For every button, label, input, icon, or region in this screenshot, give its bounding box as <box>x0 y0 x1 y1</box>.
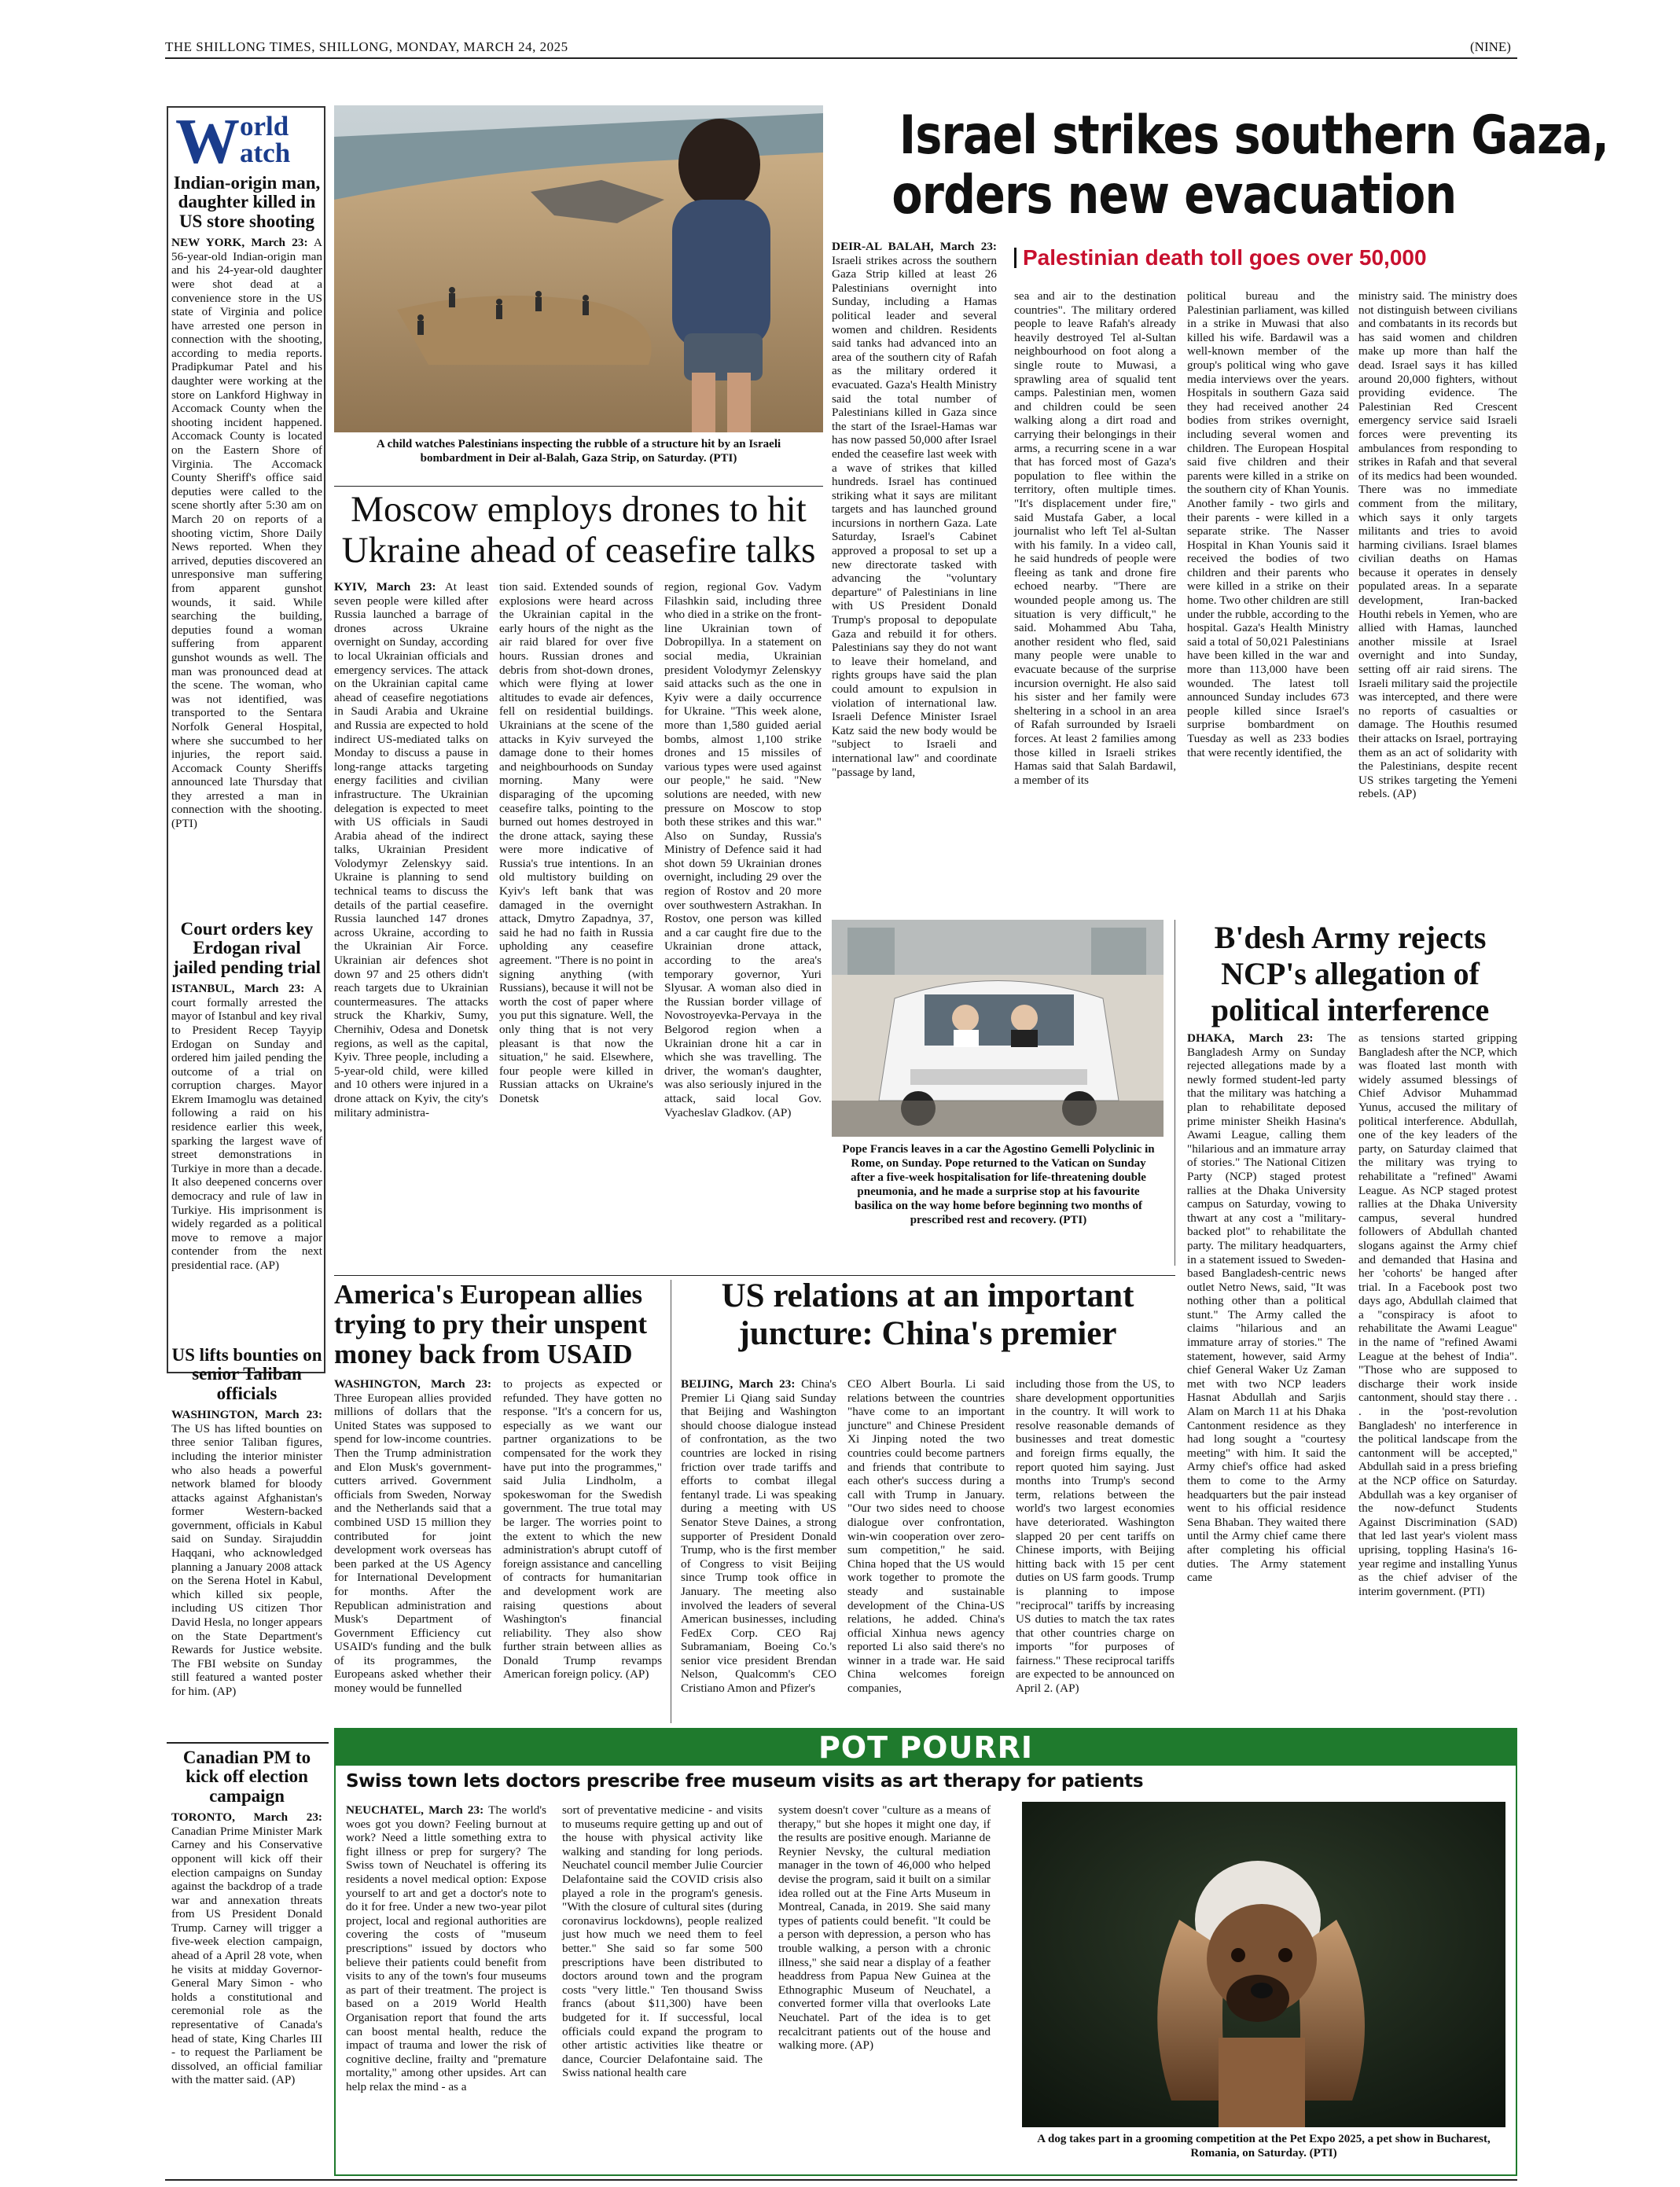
ww-story-1 <box>171 174 322 831</box>
potpourri-banner <box>336 1729 1516 1766</box>
pope-photo <box>832 920 1164 1137</box>
world-watch-logo-atch: atch <box>240 138 291 168</box>
ww-story-2 <box>171 920 322 1273</box>
usaid-dateline: WASHINGTON, March 23: <box>334 1377 491 1391</box>
ww-story-4 <box>171 1748 322 2087</box>
world-watch-logo-w: W <box>175 105 240 177</box>
usaid-top-rule <box>334 1275 1175 1276</box>
potpourri-col-3: system doesn't cover "culture as a means of therapy," but she hopes it might one day, if the results are positive enough. Marianne de Reynier Nevsky, the cultural mediation manager in the town of 46,000 who helped devise the program, said it built on a similar idea rolled out at the Fine Arts Museum in Montreal, Canada, in 2019. She said many types of patients could benefit. "It could be a person with depression, a person who has trouble walking, a person with a chronic illness," she said near a display of a feather headdress from Papua New Guinea at the Ethnographic Museum of Neuchatel, a converted former villa that overlooks Late Neuchatel. Part of the idea is to get recalcitrant patients out of the house and walking more. (AP) <box>778 1803 991 2053</box>
moscow-col-3: region, regional Gov. Vadym Filashkin said, including three who died in a strike on the front-line Ukrainian town of Dobropillya. In a statement on social media, Ukrainian president Volodymyr Zelenskyy said attacks such as the one in Kyiv were a daily occurrence for Ukraine. "This week alone, more than 1,580 guided aerial bombs, almost 1,100 strike drones and 15 missiles of various types were used against our people," he said. "New solutions are needed, with new pressure on Moscow to stop both these strikes and this war." Also on Sunday, Russia's Ministry of Defence said it had shot down 59 Ukrainian drones overnight, including 29 over the region of Rostov and 20 more over southwestern Astrakhan. In Rostov, one person was killed and a car caught fire due to the Ukrainian drone attack, according to the area's temporary governor, Yuri Slyusar. A woman also died in the Russian border village of Novostroyevka-Pervaya in the Belgorod region when a Ukrainian drone hit a car in which she was travelling. The driver, the woman's daughter, was also seriously injured in the attack, said local Gov. Vyacheslav Gladkov. (AP) <box>664 580 822 1119</box>
china-col-2: CEO Albert Bourla. Li said relations between the countries "have come to an important juncture" and Chinese President Xi Jinping noted the two countries could become partners and friends that contribute to each other's success during a call with Trump in January. "Our two sides need to choose dialogue over confrontation, win-win cooperation over zero-sum competition," he said. China hoped that the US would work together to promote the steady and sustainable development of the China-US relations, he added. China's official Xinhua news agency reported Li also said there's no winner in a trade war. He said China welcomes foreign companies, <box>847 1377 1005 1696</box>
potpourri-headline: Swiss town lets doctors prescribe free museum visits as art therapy for patients <box>346 1771 1144 1792</box>
bdesh-col-2: as tensions started gripping Bangladesh after the NCP, which was floated last month with widely assumed blessings of Chief Advisor Muhammad Yunus, accused the military of political interference. Abdullah, one of the key leaders of the party, on Saturday claimed that the military was trying to rehabilitate a "refined" Awami League. As NCP staged protest rallies at the Dhaka University campus, several hundred followers of Abdullah chanted slogans against the Army chief and demanded that Hasina and her 'cohorts' be hanged after trial. In a Facebook post two days ago, Abdullah claimed that a "conspiracy is afoot to rehabilitate the Awami League" in the name of "refined Awami League at the behest of India". "Those who are supposed to discharge their work inside cantonment, should stay there . . . in the 'post-revolution Bangladesh' no interference in the political landscape from the cantonment will be accepted," Abdullah said in a press briefing at the NCP office on Saturday. Abdullah was a key organiser of the now-defunct Students Against Discrimination (SAD) that led last year's violent mass uprising, toppling Hasina's 16-year regime and installing Yunus as the chief adviser of the interim government. (PTI) <box>1358 1031 1517 1598</box>
page-number: (NINE) <box>1470 39 1511 54</box>
ww-body-1: A 56-year-old Indian-origin man and his 24-year-old daughter were shot dead at a convenience store in the US state of Virginia and police have arrested one person in connection with the shooting, according to media reports. Pradipkumar Patel and his daughter were working at the store on Lankford Highway in Accomack County when the shooting incident happened. Accomack County is located on the Eastern Shore of Virginia. The Accomack County Sheriff's office said deputies were called to the scene shortly after 5:30 am on March 20 on reports of a shooting victim, Shore Daily News reported. When they arrived, deputies discovered an unresponsive man suffering from apparent gunshot wounds, it said. While searching the building, deputies found a woman suffering from apparent gunshot wounds as well. The man was pronounced dead at the scene. The woman, who was not identified, was transported to the Sentara Norfolk General Hospital, where she succumbed to her injuries, the report said. Accomack County Sheriffs announced late Thursday that they arrested a man in connection with the shooting. (PTI) <box>171 236 322 831</box>
ww-story-3 <box>171 1346 322 1699</box>
gaza-col-1 <box>832 240 997 779</box>
gaza-col-4: ministry said. The ministry does not distinguish between civilians and combatants in its records but has said women and children make up more than half the dead. Israel says it has killed around 20,000 fighters, without providing evidence. The Palestinian Red Crescent emergency service said Israeli forces were preventing its ambulances from responding to strikes in Rafah and that several of its medics had been wounded. There was no immediate comment from the military, which says it only targets militants and tries to avoid harming civilians. Israel blames civilian deaths on Hamas because it operates in densely populated areas. In a separate development, Iran-backed Houthi rebels in Yemen, who are allied with Hamas, launched another missile at Israel overnight and into Sunday, setting off air raid sirens. The Israeli military said the projectile was intercepted, and there were no reports of casualties or damage. The Houthis resumed their attacks on Israel, portraying them as an act of solidarity with the Palestinians, despite recent US strikes targeting the Yemeni rebels. (AP) <box>1358 289 1517 801</box>
usaid-col-1 <box>334 1377 491 1696</box>
dog-photo-caption: A dog takes part in a grooming competition at the Pet Expo 2025, a pet show in Bucharest, Romania, on Saturday. (PTI) <box>1037 2133 1491 2159</box>
pope-photo-caption: Pope Francis leaves in a car the Agostino Gemelli Polyclinic in Rome, on Sunday. Pope returned to the Vatican on Sunday after a five-week hospitalisation for life-threatening double pneumonia, and he made a surprise stop at his favourite basilica on the way home before beginning two months of prescribed rest and recovery. (PTI) <box>842 1143 1155 1226</box>
ww-dateline-3: WASHINGTON, March 23: <box>171 1408 322 1422</box>
gaza-subhead-text: Palestinian death toll goes over 50,000 <box>1023 245 1427 270</box>
usaid-col-2: to projects as expected or refunded. They have gotten no response. "It's a concern for us, especially as we want our partner organizations to be compensated for the work they have put into the programmes," said Julia Lindholm, a spokeswoman for the Swedish government. The true total may be larger. The worries point to the extent to which the new administration's abrupt cutoff of foreign assistance and cancelling of contracts for humanitarian and development work are raising questions about Washington's financial reliability. They also show further strain between allies as Donald Trump revamps American foreign policy. (AP) <box>503 1377 662 1682</box>
bdesh-headline: B'desh Army rejects NCP's allegation of political interference <box>1211 920 1490 1027</box>
moscow-top-rule <box>334 486 823 487</box>
ww-body-3: The US has lifted bounties on three senior Taliban figures, including the interior minister who also heads a powerful network blamed for bloody attacks against Afghanistan's former Western-backed government, officials in Kabul said on Sunday. Sirajuddin Haqqani, who acknowledged planning a January 2008 attack on the Serena Hotel in Kabul, which killed six people, including US citizen Thor David Hesla, no longer appears on the State Department's Rewards for Justice website. The FBI website on Sunday still featured a wanted poster for him. (AP) <box>171 1421 322 1698</box>
china-headline: US relations at an important juncture: China's premier <box>721 1277 1134 1352</box>
potpourri-dateline: NEUCHATEL, March 23: <box>346 1803 484 1817</box>
dog-photo <box>1022 1802 1505 2127</box>
ww-divider <box>167 1742 329 1744</box>
china-col-1 <box>681 1377 836 1696</box>
moscow-headline: Moscow employs drones to hit Ukraine ahead of ceasefire talks <box>341 489 816 571</box>
gaza-text-1: Israeli strikes across the southern Gaza Strip killed at least 26 Palestinians overnight into Sunday, including a Hamas political leader and several women and children. Residents said tanks had advanced into an area of the southern city of Rafah as the military ordered it evacuated. Gaza's Health Ministry said the total number of Palestinians killed in Gaza since the start of the Israel-Hamas war has now passed 50,000 after Israel ended the ceasefire last week with a wave of strikes that killed hundreds. Israel has continued striking what it says are militant targets and has launched ground incursions in northern Gaza. Late Saturday, Israel's Cabinet approved a proposal to set up a new directorate tasked with advancing the "voluntary departure" of Palestinians in line with US President Donald Trump's proposal to depopulate Gaza and rebuild it for others. Palestinians say they do not want to leave their homeland, and rights groups have said the plan could amount to expulsion in violation of international law. Israeli Defence Minister Israel Katz said the new body would be "subject to Israeli and international law" and coordinate "passage by land, <box>832 253 997 779</box>
gaza-headline-line-1: Israel strikes southern Gaza, <box>899 105 1609 167</box>
ww-headline-4: Canadian PM to kick off election campaign <box>182 1748 311 1806</box>
masthead-left: THE SHILLONG TIMES, SHILLONG, MONDAY, MARCH 24, 2025 <box>165 39 568 54</box>
ww-headline-1: Indian-origin man, daughter killed in US store shooting <box>173 173 321 231</box>
usaid-text-1: Three European allies provided millions of dollars that the United States was supposed to spend for low-income countries. Then the Trump administration and Elon Musk's government-cutters arrived. Government officials from Sweden, Norway and the Netherlands said that a combined USD 15 million they contributed for joint development work overseas has been parked at the US Agency for International Development for months. After the Republican administration and Musk's Department of Government Efficiency cut USAID's funding and the bulk of its programmes, the Europeans asked whether their money would be funnelled <box>334 1391 491 1696</box>
ww-dateline-2: ISTANBUL, March 23: <box>171 982 305 996</box>
moscow-col-1 <box>334 580 488 1119</box>
gaza-photo-caption: A child watches Palestinians inspecting the rubble of a structure hit by an Israeli bombardment in Deir al-Balah, Gaza Strip, on Saturday. (PTI) <box>376 438 781 465</box>
gaza-col-3: political bureau and the Palestinian parliament, was killed in a strike in Muwasi that also killed his wife. Bardawil was a well-known member of the group's political wing who gave media interviews over the years. Hospitals in southern Gaza said they had received another 24 bodies from strikes overnight, including several women and children. The European Hospital said five children and their parents were killed in a strike on the southern city of Khan Younis. Another family - two girls and their parents - were killed in a separate strike. The Nasser Hospital in Khan Younis said it received the bodies of two children and their parents who were killed in a strike on their home. Two other children are still under the rubble, according to the hospital. Gaza's Health Ministry said a total of 50,021 Palestinians have been killed in the war and more than 113,000 have been wounded. The latest toll announced Sunday includes 673 people killed since Israel's surprise bombardment on Tuesday as well as 233 bodies that were recently identified, the <box>1187 289 1349 759</box>
pope-photo-image <box>832 920 1164 1137</box>
usaid-headline: America's European allies trying to pry their unspent money back from USAID <box>334 1279 647 1369</box>
ww-body-2: A court formally arrested the mayor of Istanbul and key rival to President Recep Tayyip Erdogan on Sunday and ordered him jailed pending the outcome of a trial on corruption charges. Mayor Ekrem Imamoglu was detained following a raid on his residence earlier this week, sparking the largest wave of street demonstrations in Turkiye in more than a decade. It also deepened concerns over democracy and rule of law in Turkiye. His imprisonment is widely regarded as a political move to remove a major contender from the next presidential race. (AP) <box>171 982 322 1272</box>
potpourri-col-1 <box>346 1803 546 2093</box>
gaza-photo <box>334 105 823 432</box>
header-rule <box>165 57 1517 59</box>
world-watch-logo-orld: orld <box>240 111 289 142</box>
china-dateline: BEIJING, March 23: <box>681 1377 796 1391</box>
ww-body-4: Canadian Prime Minister Mark Carney and his Conservative opponent will kick off their election campaigns on Sunday against the backdrop of a trade war and annexation threats from US President Donald Trump. Carney will trigger a five-week election campaign, ahead of a April 28 vote, when he visits at midday Governor-General Mary Simon - who holds a constitutional and ceremonial role as the representative of Canada's head of state, King Charles III - to request the Parliament be dissolved, an official familiar with the matter said. (AP) <box>171 1824 322 2087</box>
gaza-subhead <box>1014 245 1517 270</box>
footer-rule <box>165 2179 1517 2181</box>
ww-headline-2: Court orders key Erdogan rival jailed pending trial <box>173 919 321 977</box>
potpourri-text-1: The world's woes got you down? Feeling burnout at work? Need a little something extra to fight illness or prep for surgery? The Swiss town of Neuchatel is offering its residents a novel medical option: Expose yourself to art and get a doctor's note to do it for free. Under a new two-year pilot project, local and regional authorities are covering the costs of "museum prescriptions" issued by doctors who believe their patients could benefit from visits to any of the town's four museums as part of their treatment. The project is based on a 2019 World Health Organisation report that found the arts can boost mental health, reduce the impact of trauma and lower the risk of cognitive decline, frailty and "premature mortality," among other upsides. Art can help relax the mind - as a <box>346 1803 546 2093</box>
gaza-headline <box>832 105 1609 226</box>
potpourri-banner-text: POT POURRI <box>818 1730 1033 1765</box>
gaza-dateline: DEIR-AL BALAH, March 23: <box>832 240 997 253</box>
china-col-3: including those from the US, to share development opportunities in the country. It will work to resolve reasonable demands of businesses and treat domestic and foreign firms equally, the report quoted him saying. Just months into Trump's second term, relations between the world's two largest economies have deteriorated. Washington slapped 20 per cent tariffs on Chinese imports, with Beijing hitting back with 15 per cent duties on US farm goods. Trump is planning to impose "reciprocal" tariffs by increasing US duties to match the tax rates that other countries charge on imports "for purposes of fairness." These reciprocal tariffs are expected to be announced on April 2. (AP) <box>1016 1377 1175 1696</box>
gaza-headline-line-2: orders new evacuation <box>891 164 1456 226</box>
bdesh-col-1 <box>1187 1031 1346 1585</box>
gaza-photo-image <box>334 105 823 432</box>
ww-dateline-4: TORONTO, March 23: <box>171 1810 322 1825</box>
ww-dateline-1: NEW YORK, March 23: <box>171 236 308 250</box>
bdesh-text-1: The Bangladesh Army on Sunday rejected allegations made by a newly formed student-led party that the military was hatching a plan to rehabilitate deposed prime minister Sheikh Hasina's Awami League, calling them "hilarious and an immature array of stories." The National Citizen Party (NCP) staged protest rallies at the Dhaka University campus on Saturday, vowing to thwart at any cost a "military-backed plot" to rehabilitate the party. The military headquarters, in a statement issued to Sweden-based Bangladesh-centric news outlet Netro News, said, "It was nothing other than a political stunt." The Army called the claims "hilarious and an immature array of stories." The statement, however, said Army chief General Waker Uz Zaman met with two NCP leaders Hasnat Abdullah and Sarjis Alam on March 11 at his Dhaka Cantonment residence as they had long sought a "courtesy meeting" with him. It said the Army chief's office had asked them to come to the Army headquarters but the pair instead went to his official residence Sena Bhaban. They waited there until the Army chief came there after completing his official duties. The Army statement came <box>1187 1031 1346 1585</box>
potpourri-col-2: sort of preventative medicine - and visits to museums require getting up and out of the house with physical activity like walking and standing for long periods. Neuchatel council member Julie Courcier Delafontaine said the COVID crisis also played a role in the program's genesis. "With the closure of cultural sites (during coronavirus lockdowns), people realized just how much we need them to feel better." She said so far some 500 prescriptions have been distributed to doctors around town and the program costs "very little." Ten thousand Swiss francs (about $11,300) have been budgeted for it. If successful, local officials could expand the program to other artistic activities like theatre or dance, Courcier Delafontaine said. The Swiss national health care <box>562 1803 763 2080</box>
moscow-col-2: tion said. Extended sounds of explosions were heard across the Ukrainian capital in the early hours of the night as the air raid blared for over five hours. Russian drones and debris from shot-down drones, which were flying at lower altitudes to evade air defences, fell on residential buildings. Ukrainians at the scene of the attacks in Kyiv surveyed the damage done to their homes and neighbourhoods on Sunday morning. Many were disparaging of the upcoming ceasefire talks, pointing to the burned out homes destroyed in the drone attack, saying these were more indicative of Russia's true intentions. In an old multistory building on Kyiv's left bank that was damaged in the overnight attack, Dmytro Zapadnya, 37, said he had no faith in Russia upholding any ceasefire agreement. "There is no point in signing anything (with Russians), because it will not be worth the cost of paper where you put this signature. Well, the only thing that is not very pleasant is that now the situation," he said. Elsewhere, four people were killed in Russian attacks on Ukraine's Donetsk <box>499 580 653 1105</box>
dog-photo-image <box>1022 1802 1505 2127</box>
gaza-col-2: sea and air to the destination countries". The military ordered people to leave Rafah's already heavily destroyed Tel al-Sultan neighbourhood on foot along a single route to Muwasi, a sprawling area of squalid tent camps. Palestinian men, women and children could be seen walking along a dirt road and carrying their belongings in their arms, a recurring scene in a war that has forced most of Gaza's population to flee within the territory, often multiple times. "It's displacement under fire," said Mustafa Gaber, a local journalist who left Tel al-Sultan with his family. In a video call, he said hundreds of people were fleeing as tank and drone fire echoed nearby. "There are wounded people among us. The situation is very difficult," he said. Mohammed Abu Taha, another resident who fled, said many people were unable to evacuate because of the surprise incursion overnight. He also said his sister and her family were sheltering in a school in an area of Rafah surrounded by Israeli forces. At least 2 families among those killed in Israeli strikes Hamas said that Salah Bardawil, a member of its <box>1014 289 1176 787</box>
moscow-text-1: At least seven people were killed after Russia launched a barrage of drones across Ukraine overnight on Sunday, according to local Ukrainian officials and emergency services. The attack on the Ukrainian capital came ahead of ceasefire negotiations in Saudi Arabia and Ukraine and Russia are expected to hold indirect US-mediated talks on Monday to discuss a pause in long-range attacks targeting energy facilities and civilian infrastructure. The Ukrainian delegation is expected to meet with US officials in Saudi Arabia ahead of the indirect talks, Ukrainian President Volodymyr Zelenskyy said. Ukraine is planning to send technical teams to discuss the details of the partial ceasefire. Russia launched 147 drones across Ukraine, according to the Ukrainian Air Force. Ukrainian air defences shot down 97 and 25 others didn't reach targets due to Ukrainian countermeasures. The attacks struck the Kharkiv, Sumy, Chernihiv, Odesa and Donetsk regions, as well as the capital, Kyiv. Three people, including a 5-year-old child, were killed and 10 others were injured in a drone attack on Kyiv, the city's military administra- <box>334 580 488 1119</box>
china-text-1: China's Premier Li Qiang said Sunday that Beijing and Washington should choose dialogue instead of confrontation, as the two countries are locked in rising friction over trade tariffs and efforts to combat illegal fentanyl trade. Li was speaking during a meeting with US Senator Steve Daines, a strong supporter of President Donald Trump, who is the first member of Congress to visit Beijing since Trump took office in January. The meeting also involved the leaders of several American businesses, including FedEx Corp. CEO Raj Subramaniam, Boeing Co.'s senior vice president Brendan Nelson, Qualcomm's CEO Cristiano Amon and Pfizer's <box>681 1377 836 1696</box>
bdesh-dateline: DHAKA, March 23: <box>1187 1031 1314 1045</box>
moscow-dateline: KYIV, March 23: <box>334 580 436 594</box>
world-watch-logo <box>173 105 319 177</box>
ww-headline-3: US lifts bounties on senior Taliban officials <box>171 1345 322 1403</box>
